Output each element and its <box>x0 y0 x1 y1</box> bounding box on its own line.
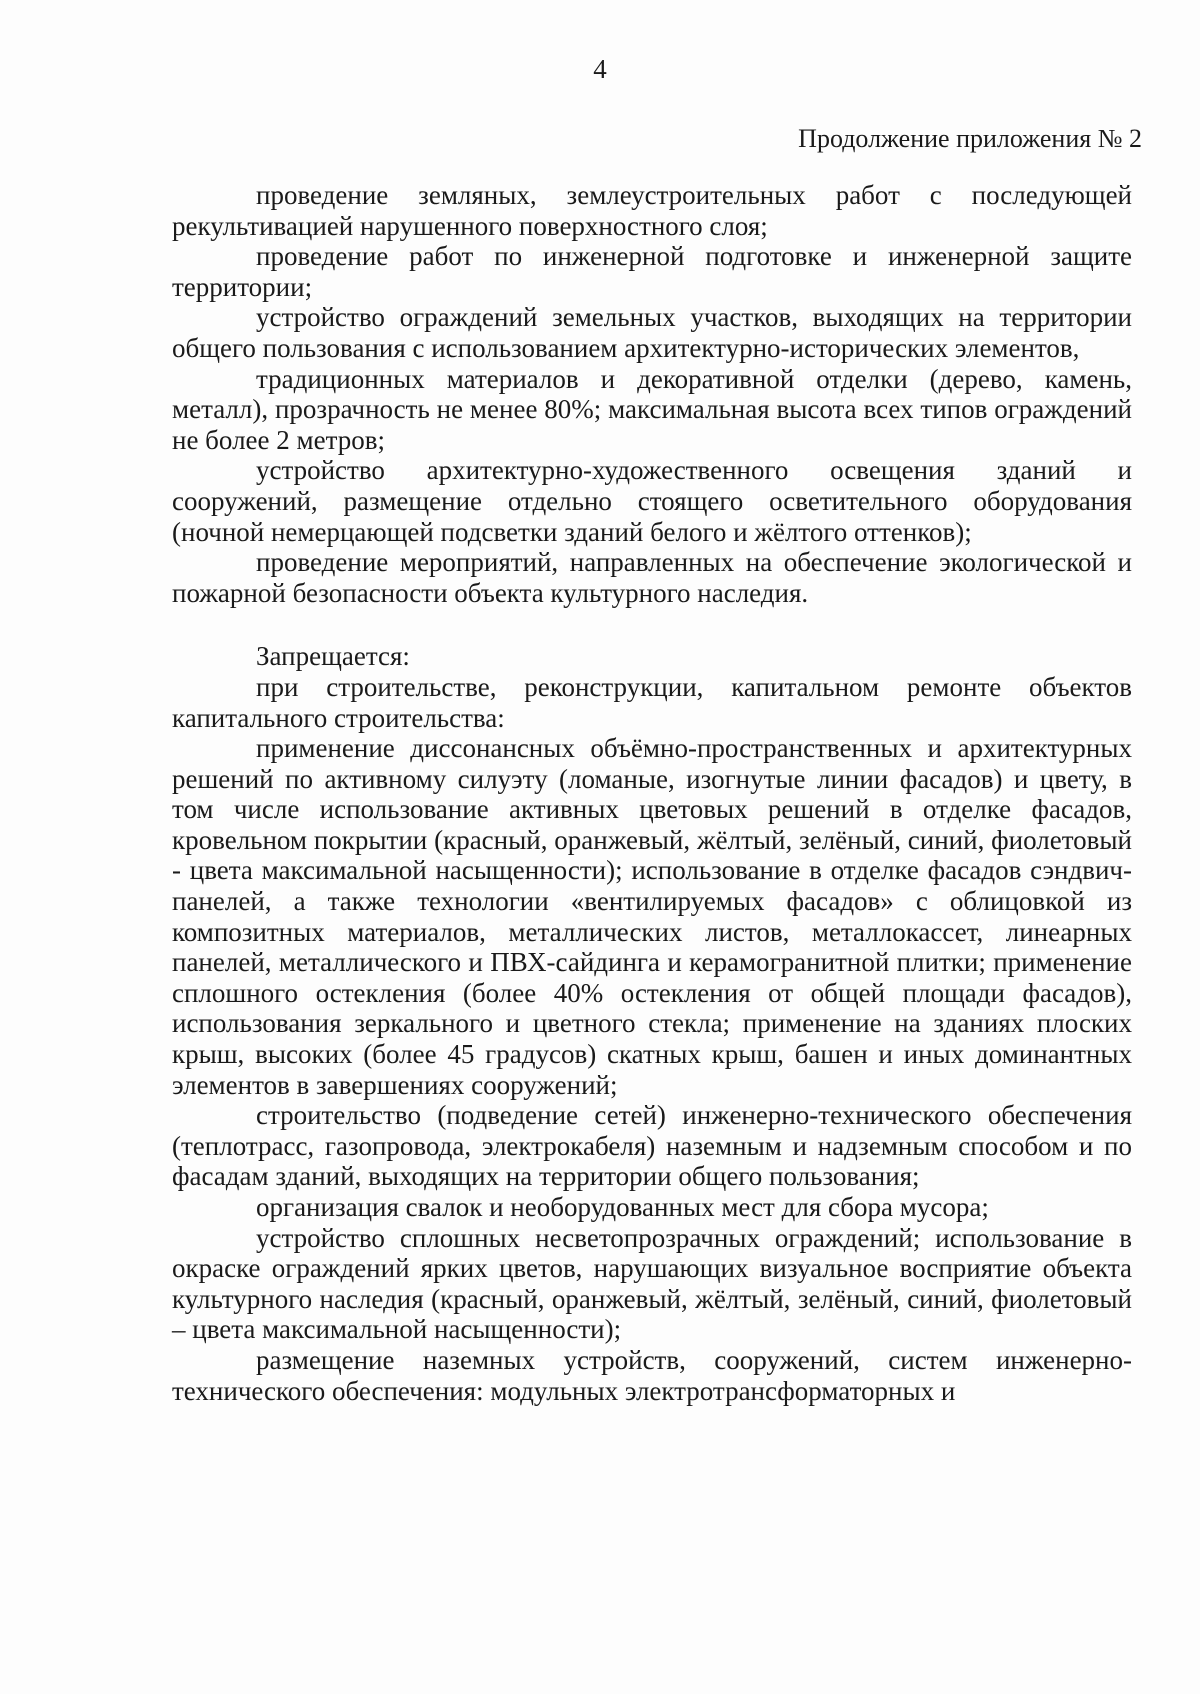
paragraph: размещение наземных устройств, сооружений, систем инженерно-технического обеспечения: модульных электротрансформаторных и <box>172 1344 1132 1406</box>
paragraph: проведение работ по инженерной подготовке и инженерной защите территории; <box>172 241 1132 302</box>
appendix-continuation-note: Продолжение приложения № 2 <box>798 124 1142 153</box>
paragraph: традиционных материалов и декоративной отделки (дерево, камень, металл), прозрачность не менее 80%; максимальная высота всех типов ограждений не более 2 метров; <box>172 363 1132 455</box>
paragraph: устройство сплошных несветопрозрачных ограждений; использование в окраске ограждений ярких цветов, нарушающих визуальное восприятие объекта культурного наследия (красный, оранжевый, жёлтый, зелёный, синий, фиолетовый – цвета максимальной насыщенности); <box>172 1222 1132 1345</box>
page-number: 4 <box>593 54 607 84</box>
paragraph: строительство (подведение сетей) инженерно-технического обеспечения (теплотрасс, газопровода, электрокабеля) наземным и надземным способом и по фасадам зданий, выходящих на территории общего пользования; <box>172 1100 1132 1192</box>
paragraph: проведение земляных, землеустроительных работ с последующей рекультивацией нарушенного поверхностного слоя; <box>172 180 1132 241</box>
paragraph: организация свалок и необорудованных мест для сбора мусора; <box>256 1192 989 1222</box>
document-body <box>172 180 1132 1406</box>
paragraph: применение диссонансных объёмно-пространственных и архитектурных решений по активному силуэту (ломаные, изогнутые линии фасадов) и цвету, в том числе использование активных цветовых решений в отделке фасадов, кровельном покрытии (красный, оранжевый, жёлтый, зелёный, синий, фиолетовый - цвета максимальной насыщенности); использование в отделке фасадов сэндвич-панелей, а также технологии «вентилируемых фасадов» с облицовкой из композитных материалов, металлических листов, металлокассет, линеарных панелей, металлического и ПВХ-сайдинга и керамогранитной плитки; применение сплошного остекления (более 40% остекления от общей площади фасадов), использования зеркального и цветного стекла; применение на зданиях плоских крыш, высоких (более 45 градусов) скатных крыш, башен и иных доминантных элементов в завершениях сооружений; <box>172 733 1132 1100</box>
paragraph: проведение мероприятий, направленных на обеспечение экологической и пожарной безопасности объекта культурного наследия. <box>172 547 1132 608</box>
paragraph: устройство ограждений земельных участков, выходящих на территории общего пользования с использованием архитектурно-исторических элементов, <box>172 302 1132 363</box>
paragraph: при строительстве, реконструкции, капитальном ремонте объектов капитального строительства: <box>172 671 1132 733</box>
paragraph: устройство архитектурно-художественного освещения зданий и сооружений, размещение отдельно стоящего осветительного оборудования (ночной немерцающей подсветки зданий белого и жёлтого оттенков); <box>172 455 1132 547</box>
section-heading-prohibited: Запрещается: <box>256 641 410 672</box>
